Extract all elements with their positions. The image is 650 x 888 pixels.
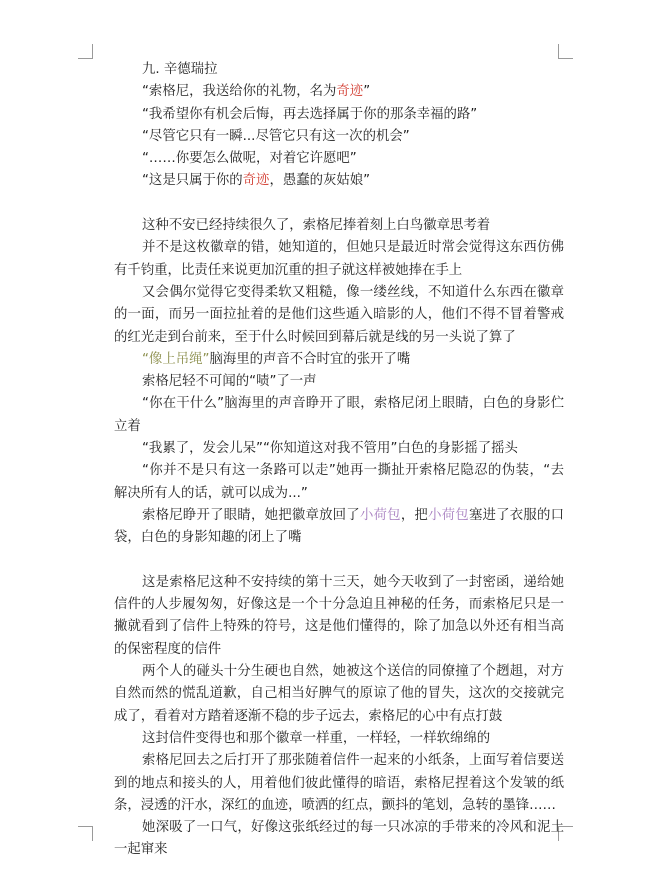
quote-line: “……你要怎么做呢，对着它许愿吧” (142, 151, 357, 167)
highlight-purple: 小荷包 (428, 507, 469, 523)
blank-line (114, 193, 564, 215)
paragraph: 这是索格尼这种不安持续的第十三天，她今天收到了一封密函，递给她信件的人步履匆匆，好像这是一个十分急迫且神秘的任务，而索格尼只是一撇就看到了信件上特殊的符号，这是他们懂得的，除了加急以外还有相当高的保密程度的信件 (114, 574, 564, 657)
document-body (114, 59, 564, 862)
quote-line: “我希望你有机会后悔，再去选择属于你的那条幸福的路” (142, 106, 478, 122)
blank-line (114, 550, 564, 572)
highlight-olive: “像上吊绳” (142, 351, 210, 367)
paragraph: 这种不安已经持续很久了，索格尼捧着刻上白鸟徽章思考着 (142, 218, 491, 234)
highlight-purple: 小荷包 (359, 507, 401, 523)
margin-corner-top-right (558, 44, 573, 59)
chapter-heading: 九. 辛德瑞拉 (142, 62, 218, 77)
quote-line: “索格尼，我送给你的礼物，名为奇迹” (142, 84, 371, 100)
margin-corner-bottom-left (78, 826, 93, 841)
paragraph: 这封信件变得也和那个徽章一样重，一样轻，一样软绵绵的 (142, 730, 491, 746)
paragraph: “我累了，发会儿呆”“你知道这对我不管用”白色的身影摇了摇头 (142, 441, 518, 457)
paragraph: 索格尼回去之后打开了那张随着信件一起来的小纸条，上面写着信要送到的地点和接头的人，用着他们彼此懂得的暗语，索格尼捏着这个发皱的纸条，浸透的汗水，深红的血迹，喷洒的红点，颤抖的笔划，急转的墨锋…… (114, 753, 564, 813)
margin-corner-top-left (78, 44, 93, 59)
highlight-red: 奇迹 (242, 173, 270, 189)
paragraph: “像上吊绳”脑海里的声音不合时宜的张开了嘴 (142, 351, 411, 367)
paragraph: 索格尼轻不可闻的“啧”了一声 (142, 374, 317, 390)
paragraph: “你并不是只有这一条路可以走”她再一撕扯开索格尼隐忍的伪装，“去解决所有人的话，就可以成为...” (114, 463, 564, 501)
quote-line: “这是只属于你的奇迹，愚蠢的灰姑娘” (142, 173, 371, 189)
paragraph: 两个人的碰头十分生硬也自然，她被这个送信的同僚撞了个趔趄，对方自然而然的慌乱道歉，自己相当好脾气的原谅了他的冒失，这次的交接就完成了，看着对方踏着逐渐不稳的步子远去，索格尼的心中有点打鼓 (114, 664, 564, 724)
paragraph: 并不是这枚徽章的错，她知道的，但她只是最近时常会觉得这东西仿佛有千钧重，比责任来说更加沉重的担子就这样被她捧在手上 (114, 240, 564, 278)
paragraph: “你在干什么”脑海里的声音睁开了眼，索格尼闭上眼睛，白色的身影伫立着 (114, 396, 564, 434)
paragraph: 她深吸了一口气，好像这张纸经过的每一只冰凉的手带来的冷风和泥土一起窜来 (114, 820, 564, 858)
paragraph: 索格尼睁开了眼睛，她把徽章放回了小荷包，把小荷包塞进了衣服的口袋，白色的身影知趣的闭上了嘴 (114, 507, 565, 546)
highlight-red: 奇迹 (336, 84, 364, 100)
quote-line: “尽管它只有一瞬...尽管它只有这一次的机会” (142, 128, 410, 144)
paragraph: 又会偶尔觉得它变得柔软又粗糙，像一缕丝线，不知道什么东西在徽章的一面，而另一面拉扯着的是他们这些遁入暗影的人，他们不得不冒着警戒的红光走到台前来，至于什么时候回到幕后就是线的另一头说了算了 (114, 284, 564, 345)
